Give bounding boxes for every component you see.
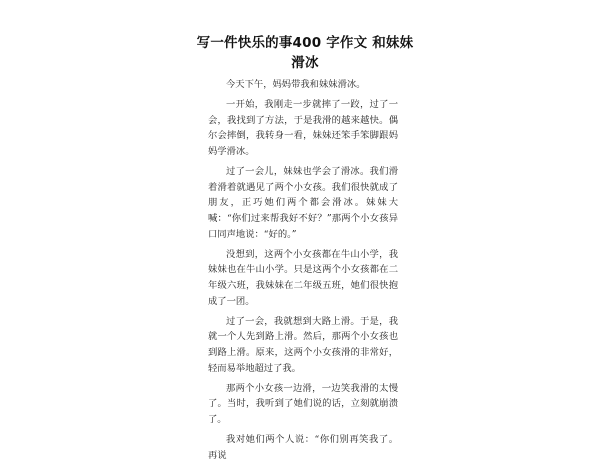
paragraph: 那两个小女孩一边滑，一边笑我滑的太慢了。当时，我听到了她们说的话，立刻就崩溃了。	[208, 382, 398, 425]
paragraph: 我对她们两个人说：“你们别再笑我了。再说	[208, 433, 398, 461]
document-body	[208, 77, 398, 467]
paragraph: 没想到，这两个小女孩都在牛山小学，我妹妹也在牛山小学。只是这两个小女孩都在二年级六班，我妹妹在二年级五班，她们很快抱成了一团。	[208, 248, 398, 307]
paragraph: 今天下午，妈妈带我和妹妹滑冰。	[226, 79, 366, 90]
paragraph: 一开始，我刚走一步就摔了一跤，过了一会，我找到了方法，于是我滑的越来越快。偶尔会摔倒，我转身一看，妹妹还笨手笨脚跟妈妈学滑冰。	[208, 98, 398, 157]
paragraph: 过了一会儿，妹妹也学会了滑冰。我们滑着滑着就遇见了两个小女孩。我们很快就成了朋友，正巧她们两个都会滑冰。妹妹大喊：“你们过来帮我好不好？”那两个小女孩异口同声地说：“好的。”	[208, 165, 398, 240]
paragraph: 过了一会，我就想到大路上滑。于是，我就一个人先到路上滑。然后，那两个小女孩也到路上滑。原来，这两个小女孩滑的非常好，轻而易举地超过了我。	[208, 315, 398, 374]
document-title: 写一件快乐的事400 字作文 和妹妹滑冰	[196, 35, 414, 71]
